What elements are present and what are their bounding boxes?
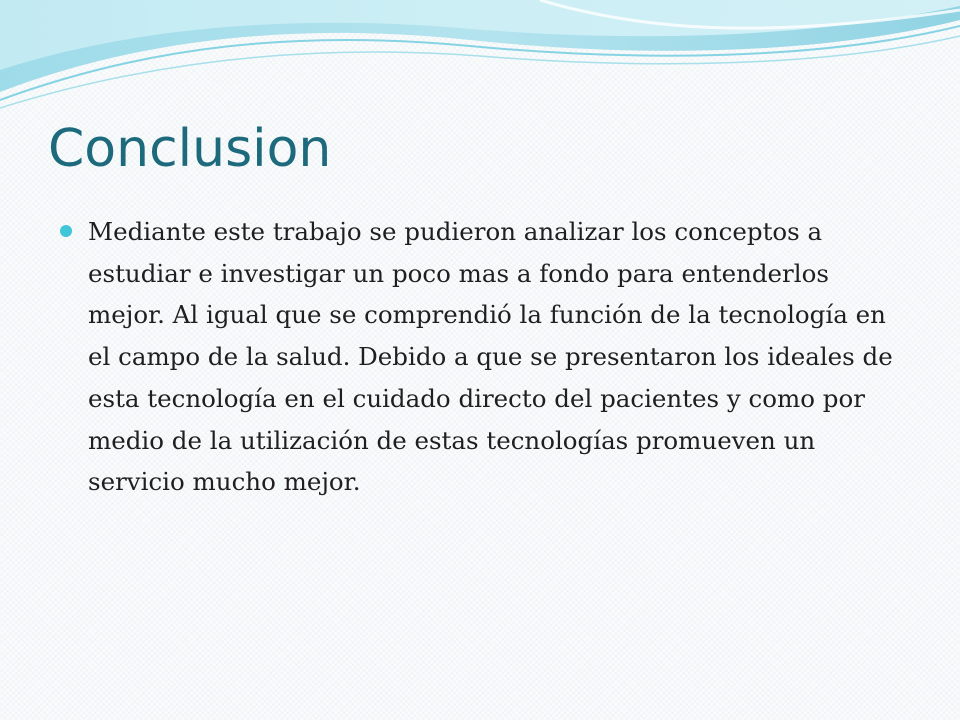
slide-title: Conclusion <box>48 119 332 179</box>
bullet-list <box>60 211 910 503</box>
header-wave-decoration <box>0 0 960 120</box>
bullet-text: Mediante este trabajo se pudieron analizar los conceptos a estudiar e investigar un poco mas a fondo para entenderlos mejor. Al igual que se comprendió la función de la tecnología en el campo de la salud. Debido a que se presentaron los ideales de esta tecnología en el cuidado directo del pacientes y como por medio de la utilización de estas tecnologías promueven un servicio mucho mejor. <box>88 217 893 497</box>
bullet-item <box>60 211 910 503</box>
bullet-dot-icon <box>60 225 72 237</box>
